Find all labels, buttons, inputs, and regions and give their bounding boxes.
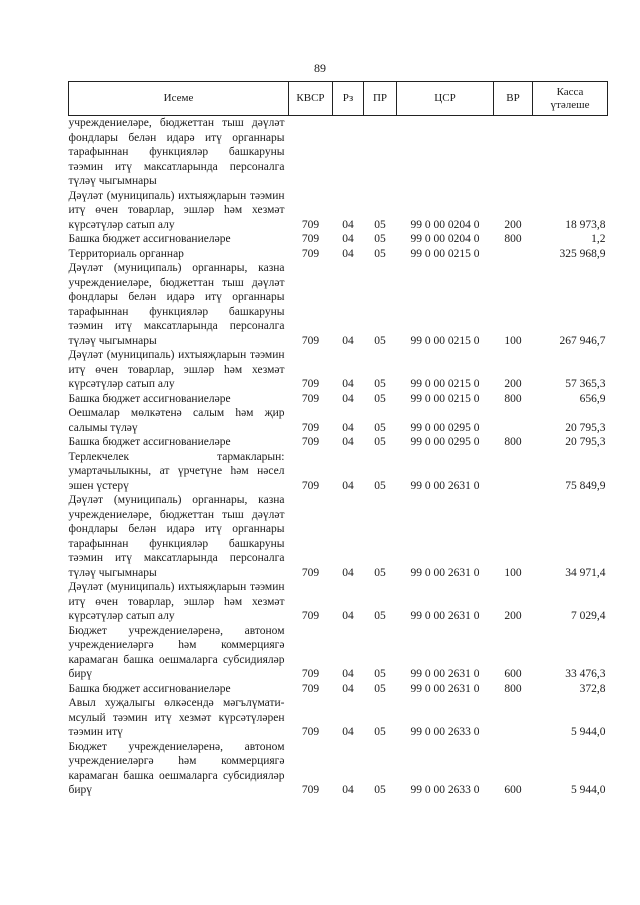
cell-pr: 05 bbox=[374, 479, 386, 492]
cell-rz: 04 bbox=[342, 421, 354, 434]
column-header-kvsr: КВСР bbox=[289, 82, 333, 116]
cell-amount: 34 971,4 bbox=[565, 566, 606, 579]
table-row bbox=[69, 392, 608, 407]
cell-kvsr: 709 bbox=[301, 479, 320, 492]
cell-amount bbox=[533, 116, 608, 189]
cell-amount: 7 029,4 bbox=[571, 610, 606, 622]
table-row bbox=[69, 682, 608, 697]
cell-pr: 05 bbox=[374, 233, 386, 245]
table-row bbox=[69, 232, 608, 247]
column-header-rz: Рз bbox=[333, 82, 364, 116]
cell-vr: 800 bbox=[504, 392, 522, 405]
cell-csr: 99 0 00 0215 0 bbox=[410, 392, 480, 405]
cell-rz: 04 bbox=[342, 610, 354, 622]
cell-name: Башка бюджет ассигнованиеләре bbox=[68, 233, 231, 245]
cell-rz: 04 bbox=[342, 392, 354, 405]
cell-csr: 99 0 00 0295 0 bbox=[410, 436, 480, 448]
cell-amount: 18 973,8 bbox=[565, 218, 606, 231]
cell-vr: 800 bbox=[504, 682, 522, 695]
cell-pr: 05 bbox=[374, 421, 386, 434]
cell-kvsr: 709 bbox=[301, 378, 320, 390]
cell-name: Бюджет учреждениеләренә, автоном учреждениеләргә һәм коммерциягә карамаган башка оешмаларга субсидияләр бирү bbox=[68, 624, 285, 680]
cell-csr: 99 0 00 2631 0 bbox=[410, 668, 480, 680]
cell-amount: 1,2 bbox=[591, 233, 606, 245]
cell-rz: 04 bbox=[342, 378, 354, 390]
cell-name: Бюджет учреждениеләренә, автоном учреждениеләргә һәм коммерциягә карамаган башка оешмаларга субсидияләр бирү bbox=[68, 740, 285, 796]
cell-csr: 99 0 00 2631 0 bbox=[410, 566, 480, 579]
cell-kvsr: 709 bbox=[301, 566, 320, 579]
cell-kvsr bbox=[289, 116, 333, 189]
table-row bbox=[69, 435, 608, 450]
cell-amount: 75 849,9 bbox=[565, 479, 606, 492]
cell-kvsr: 709 bbox=[301, 334, 320, 347]
cell-rz: 04 bbox=[342, 668, 354, 680]
cell-name: Дәүләт (муниципаль) органнары, казна учреждениеләре, бюджеттан тыш дәүләт фондлары белән идарә итү органнары тарафыннан функцияләр башкаруны тәэмин итү максатларында персоналга түләү чыгымнары bbox=[68, 262, 285, 347]
cell-name: Башка бюджет ассигнованиеләре bbox=[68, 436, 231, 448]
cell-amount: 372,8 bbox=[579, 682, 606, 695]
cell-vr bbox=[494, 116, 533, 189]
cell-amount: 20 795,3 bbox=[565, 421, 606, 434]
cell-rz: 04 bbox=[342, 566, 354, 579]
cell-pr: 05 bbox=[374, 668, 386, 680]
cell-amount: 267 946,7 bbox=[559, 334, 606, 347]
cell-vr: 200 bbox=[504, 378, 522, 390]
cell-vr bbox=[494, 406, 533, 435]
cell-pr: 05 bbox=[374, 566, 386, 579]
cell-csr: 99 0 00 0295 0 bbox=[410, 421, 480, 434]
cell-csr: 99 0 00 2633 0 bbox=[410, 726, 480, 738]
cell-vr: 200 bbox=[504, 610, 522, 622]
column-header-name: Исеме bbox=[69, 82, 289, 116]
cell-pr: 05 bbox=[374, 436, 386, 448]
column-header-csr: ЦСР bbox=[397, 82, 494, 116]
cell-kvsr: 709 bbox=[301, 682, 320, 695]
table-row bbox=[69, 450, 608, 494]
cell-amount: 5 944,0 bbox=[571, 726, 606, 738]
cell-rz bbox=[333, 116, 364, 189]
cell-name: Дәүләт (муниципаль) ихтыяҗларын тәэмин итү өчен товарлар, эшләр һәм хезмәт күрсәтүләр сатып алу bbox=[68, 581, 285, 622]
cell-vr bbox=[494, 450, 533, 494]
cell-rz: 04 bbox=[342, 436, 354, 448]
cell-pr bbox=[364, 116, 397, 189]
cell-rz: 04 bbox=[342, 682, 354, 695]
cell-vr: 600 bbox=[504, 668, 522, 680]
column-header-vr: ВР bbox=[494, 82, 533, 116]
table-row bbox=[69, 189, 608, 233]
cell-name: Дәүләт (муниципаль) ихтыяҗларын тәэмин итү өчен товарлар, эшләр һәм хезмәт күрсәтүләр сатып алу bbox=[68, 189, 285, 231]
cell-vr: 100 bbox=[504, 566, 522, 579]
table-row bbox=[69, 696, 608, 740]
cell-pr: 05 bbox=[374, 784, 386, 796]
cell-name: Башка бюджет ассигнованиеләре bbox=[68, 682, 231, 695]
cell-rz: 04 bbox=[342, 726, 354, 738]
budget-table bbox=[68, 81, 608, 798]
cell-csr bbox=[397, 116, 494, 189]
table-row bbox=[69, 261, 608, 348]
table-row bbox=[69, 116, 608, 189]
cell-amount: 33 476,3 bbox=[565, 668, 606, 680]
cell-rz: 04 bbox=[342, 784, 354, 796]
cell-pr: 05 bbox=[374, 334, 386, 347]
cell-amount: 5 944,0 bbox=[571, 784, 606, 796]
cell-name: Дәүләт (муниципаль) органнары, казна учреждениеләре, бюджеттан тыш дәүләт фондлары белән идарә итү органнары тарафыннан функцияләр башкаруны тәэмин итү максатларында персоналга түләү чыгымнары bbox=[68, 494, 285, 579]
cell-vr: 100 bbox=[504, 334, 522, 347]
cell-pr: 05 bbox=[374, 726, 386, 738]
table-row bbox=[69, 580, 608, 624]
cell-pr: 05 bbox=[374, 218, 386, 231]
cell-csr: 99 0 00 2631 0 bbox=[410, 682, 480, 695]
cell-vr: 200 bbox=[504, 218, 522, 231]
cell-name: Территориаль органнар bbox=[68, 247, 184, 260]
page-number: 89 bbox=[314, 61, 326, 75]
cell-rz: 04 bbox=[342, 218, 354, 231]
cell-rz: 04 bbox=[342, 233, 354, 245]
cell-kvsr: 709 bbox=[301, 392, 320, 405]
cell-kvsr: 709 bbox=[301, 436, 320, 448]
cell-vr: 800 bbox=[504, 436, 522, 448]
table-row bbox=[69, 493, 608, 580]
cell-pr: 05 bbox=[374, 610, 386, 622]
cell-pr: 05 bbox=[374, 392, 386, 405]
cell-name: Терлекчелек тармакларын: умартачылыкны, ат үрчетүне һәм нәсел эшен үстерү bbox=[68, 450, 285, 492]
cell-csr: 99 0 00 0204 0 bbox=[410, 233, 480, 245]
cell-csr: 99 0 00 0204 0 bbox=[410, 218, 480, 231]
cell-kvsr: 709 bbox=[301, 247, 320, 260]
cell-csr: 99 0 00 2633 0 bbox=[410, 784, 480, 796]
column-header-pr: ПР bbox=[364, 82, 397, 116]
cell-csr: 99 0 00 0215 0 bbox=[410, 378, 480, 390]
table-header-row bbox=[69, 82, 608, 116]
cell-csr: 99 0 00 2631 0 bbox=[410, 479, 480, 492]
table-row bbox=[69, 406, 608, 435]
cell-vr: 800 bbox=[504, 233, 522, 245]
column-header-kassa-line2: үтәлеше bbox=[550, 98, 590, 111]
cell-name: Башка бюджет ассигнованиеләре bbox=[68, 392, 231, 405]
cell-pr: 05 bbox=[374, 378, 386, 390]
cell-name: Оешмалар мөлкәтенә салым һәм җир салымы түләү bbox=[68, 407, 285, 434]
cell-kvsr: 709 bbox=[301, 233, 320, 245]
cell-kvsr: 709 bbox=[301, 610, 320, 622]
cell-csr: 99 0 00 0215 0 bbox=[410, 247, 480, 260]
table-row bbox=[69, 348, 608, 392]
cell-rz: 04 bbox=[342, 247, 354, 260]
cell-pr: 05 bbox=[374, 247, 386, 260]
cell-amount: 656,9 bbox=[579, 392, 606, 405]
cell-kvsr: 709 bbox=[301, 726, 320, 738]
cell-kvsr: 709 bbox=[301, 421, 320, 434]
cell-amount: 57 365,3 bbox=[565, 378, 606, 390]
cell-pr: 05 bbox=[374, 682, 386, 695]
cell-vr bbox=[494, 247, 533, 262]
cell-name: учреждениеләре, бюджеттан тыш дәүләт фондлары белән идарә итү органнары тарафыннан функцияләр башкаруны тәэмин итү максатларында персоналга түләү чыгымнары bbox=[68, 117, 285, 187]
cell-rz: 04 bbox=[342, 479, 354, 492]
cell-kvsr: 709 bbox=[301, 668, 320, 680]
table-row bbox=[69, 624, 608, 682]
cell-amount: 20 795,3 bbox=[565, 436, 606, 448]
cell-csr: 99 0 00 2631 0 bbox=[410, 610, 480, 622]
cell-name: Авыл хуҗалыгы өлкәсендә мәгълүмати-мсулый тәэмин итү хезмәт күрсәтүләрен тәэмин итү bbox=[68, 697, 285, 738]
table-row bbox=[69, 247, 608, 262]
cell-amount: 325 968,9 bbox=[559, 247, 606, 260]
column-header-kassa bbox=[533, 82, 608, 116]
cell-kvsr: 709 bbox=[301, 784, 320, 796]
cell-csr: 99 0 00 0215 0 bbox=[410, 334, 480, 347]
column-header-kassa-line1: Касса bbox=[556, 85, 584, 98]
cell-name: Дәүләт (муниципаль) ихтыяҗларын тәэмин итү өчен товарлар, эшләр һәм хезмәт күрсәтүләр сатып алу bbox=[68, 349, 285, 390]
cell-vr bbox=[494, 696, 533, 740]
cell-kvsr: 709 bbox=[301, 218, 320, 231]
cell-rz: 04 bbox=[342, 334, 354, 347]
cell-vr: 600 bbox=[504, 784, 522, 796]
table-body bbox=[69, 116, 608, 798]
table-row bbox=[69, 740, 608, 798]
